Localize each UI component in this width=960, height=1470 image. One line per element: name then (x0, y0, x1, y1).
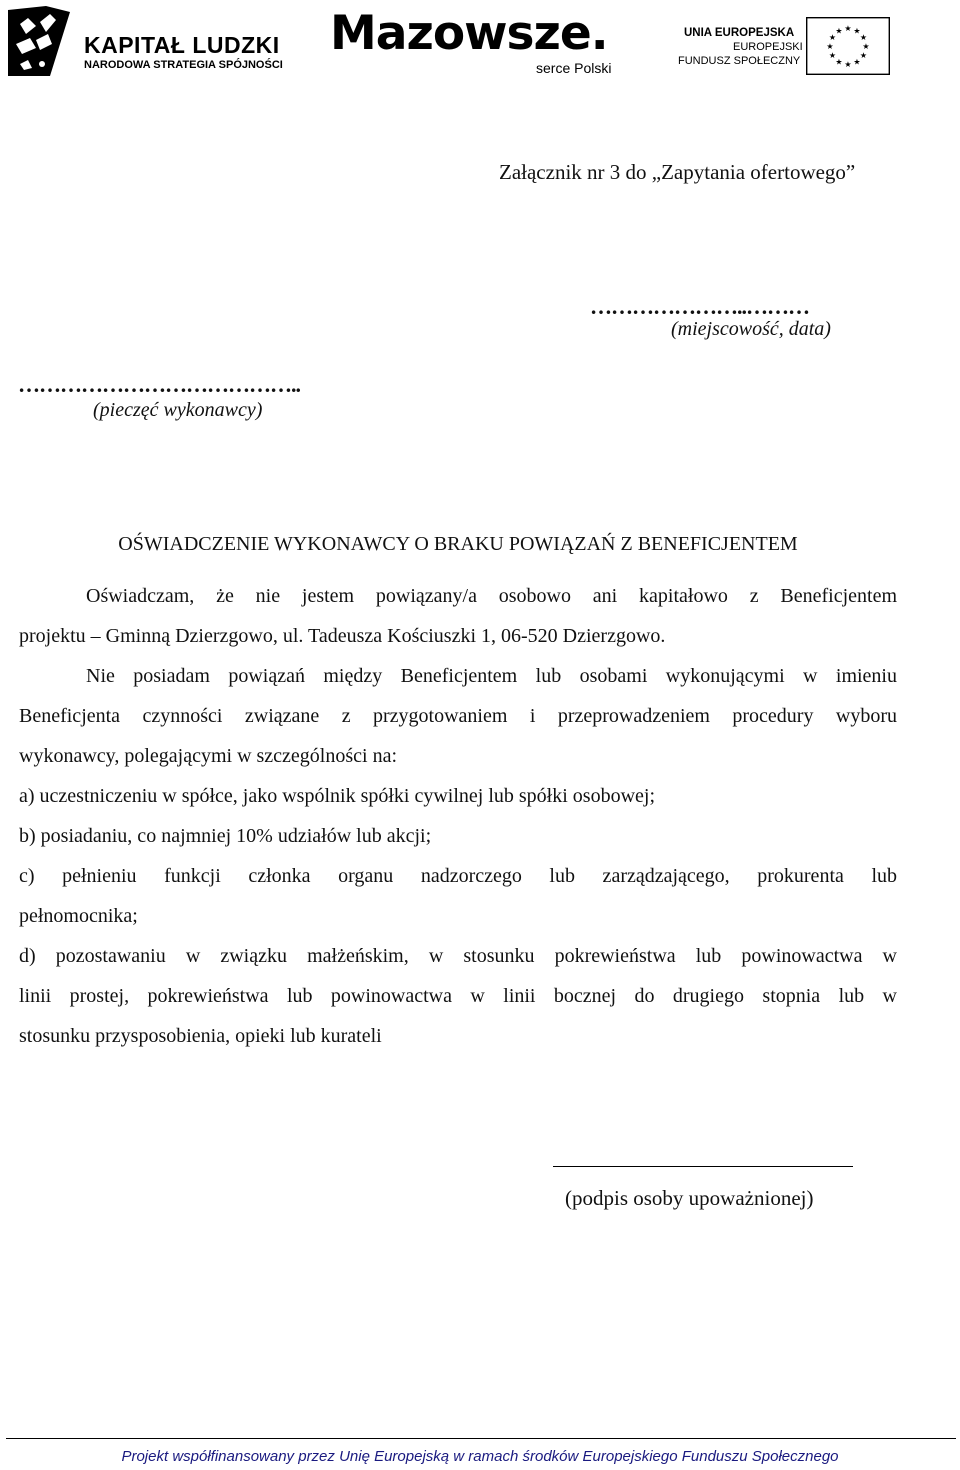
svg-text:★: ★ (835, 26, 843, 36)
paragraph-2-line-2: Beneficjenta czynności związane z przygotowaniem i przeprowadzeniem procedury wyboru (19, 705, 897, 727)
paragraph-2-line-3: wykonawcy, polegającymi w szczególności na: (19, 745, 398, 767)
paragraph-1-line-2: projektu – Gminną Dzierzgowo, ul. Tadeusza Kościuszki 1, 06-520 Dzierzgowo. (19, 625, 666, 647)
list-item-b: b) posiadaniu, co najmniej 10% udziałów lub akcji; (19, 825, 432, 847)
stamp-label: (pieczęć wykonawcy) (93, 399, 263, 421)
eu-flag-icon (806, 17, 890, 75)
svg-text:★: ★ (853, 26, 861, 36)
list-item-d-line-2: linii prostej, pokrewieństwa lub powinowactwa w linii bocznej do drugiego stopnia lub w (19, 985, 897, 1007)
mazowsze-logo: Mazowsze. (330, 6, 608, 61)
paragraph-1-line-1: Oświadczam, że nie jestem powiązany/a osobowo ani kapitałowo z Beneficjentem (86, 585, 897, 607)
kapital-ludzki-title: KAPITAŁ LUDZKI (84, 32, 280, 58)
svg-text:★: ★ (828, 51, 837, 60)
list-item-a: a) uczestniczeniu w spółce, jako wspólnik spółki cywilnej lub spółki osobowej; (19, 785, 655, 807)
list-item-d-line-3: stosunku przysposobienia, opieki lub kurateli (19, 1025, 382, 1047)
eu-label-line2: EUROPEJSKI (733, 41, 803, 53)
svg-text:★: ★ (844, 24, 852, 33)
signature-line (553, 1166, 853, 1167)
list-item-d-line-1: d) pozostawaniu w związku małżeńskim, w stosunku pokrewieństwa lub powinowactwa w (19, 945, 897, 967)
svg-text:★: ★ (835, 57, 843, 67)
paragraph-2-line-1: Nie posiadam powiązań między Beneficjentem lub osobami wykonującymi w imieniu (86, 665, 897, 687)
kapital-ludzki-logo-icon (6, 4, 76, 78)
kapital-ludzki-subtitle: NARODOWA STRATEGIA SPÓJNOŚCI (84, 59, 283, 71)
place-date-label: (miejscowość, data) (671, 318, 831, 340)
annex-label: Załącznik nr 3 do „Zapytania ofertowego” (499, 160, 856, 184)
svg-text:★: ★ (844, 60, 852, 69)
stamp-dots: ………………………………….. (18, 372, 300, 397)
svg-text:★: ★ (826, 42, 834, 51)
signature-label: (podpis osoby upoważnionej) (565, 1186, 814, 1210)
list-item-c-line-1: c) pełnieniu funkcji członka organu nadzorczego lub zarządzającego, prokurenta lub (19, 865, 897, 887)
svg-text:★: ★ (853, 57, 861, 67)
eu-label-line1: UNIA EUROPEJSKA (684, 27, 795, 39)
mazowsze-subtitle: serce Polski (536, 60, 612, 76)
svg-text:★: ★ (862, 42, 870, 51)
place-date-dots: …………………..……… (590, 294, 809, 319)
eu-label-line3: FUNDUSZ SPOŁECZNY (678, 55, 801, 67)
footer-text: Projekt współfinansowany przez Unię Europejską w ramach środków Europejskiego Funduszu Społecznego (121, 1448, 839, 1465)
svg-text:★: ★ (859, 51, 868, 60)
footer-divider (6, 1438, 956, 1439)
svg-text:★: ★ (828, 33, 837, 42)
svg-text:★: ★ (859, 33, 868, 42)
list-item-c-line-2: pełnomocnika; (19, 905, 138, 927)
document-title: OŚWIADCZENIE WYKONAWCY O BRAKU POWIĄZAŃ Z BENEFICJENTEM (118, 533, 798, 555)
